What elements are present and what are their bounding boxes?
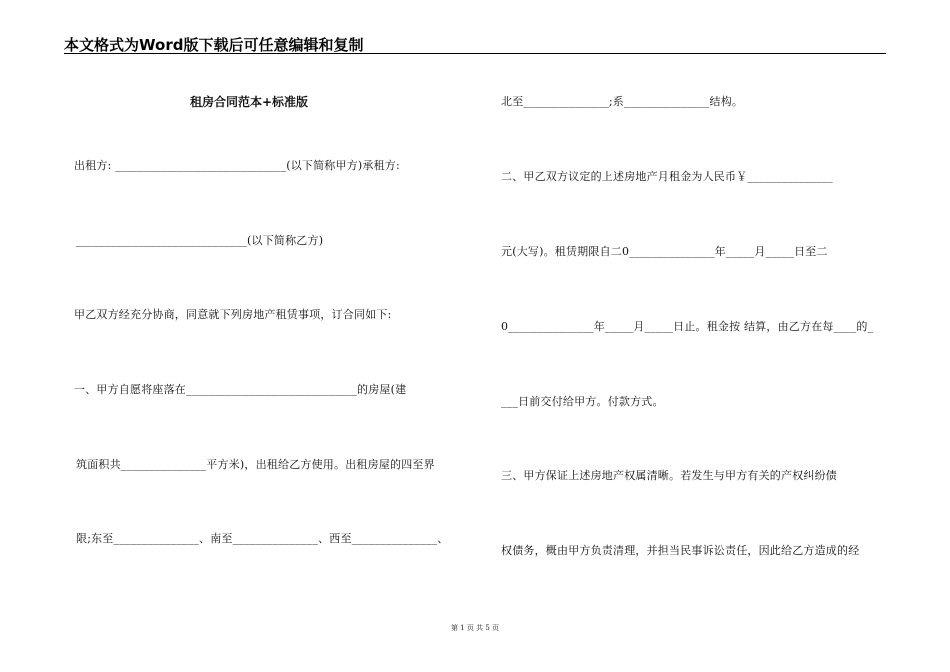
document-header-banner: 本文格式为Word版下载后可任意编辑和复制 (64, 36, 364, 54)
paragraph-line: 三、甲方保证上述房地产权属清晰。若发生与甲方有关的产权纠纷债 (501, 469, 837, 482)
paragraph-line: 限;东至_______________、南至_______________、西至_______________、 (76, 532, 449, 545)
paragraph-line: 元(大写)。租赁期限自二0_______________年_____月_____日至二 (501, 245, 828, 258)
paragraph-line: 北至_______________;系_______________结构。 (501, 95, 744, 108)
paragraph-line: 权债务，概由甲方负责清理，并担当民事诉讼责任，因此给乙方造成的经 (501, 544, 860, 557)
paragraph-line: 筑面积共_______________平方米)，出租给乙方使用。出租房屋的四至界 (76, 458, 435, 471)
paragraph-line: 0_______________年_____月_____日止。租金按 结算，由乙方在每____的_ (501, 320, 874, 333)
header-divider (64, 53, 886, 54)
paragraph-line: 出租方: ______________________________(以下简称甲方)承租方: (74, 159, 400, 172)
paragraph-line: 二、甲乙双方议定的上述房地产月租金为人民币￥_______________ (501, 170, 833, 183)
paragraph-line: ___日前交付给甲方。付款方式。 (501, 395, 664, 408)
paragraph-line: ______________________________(以下简称乙方) (76, 234, 324, 247)
document-title: 租房合同范本+标准版 (190, 95, 309, 109)
page-number-indicator: 第 1 页 共 5 页 (450, 624, 500, 632)
paragraph-line: 一、甲方自愿将座落在______________________________的房屋(建 (74, 383, 407, 396)
paragraph-line: 甲乙双方经充分协商，同意就下列房地产租赁事项，订合同如下: (74, 308, 392, 321)
